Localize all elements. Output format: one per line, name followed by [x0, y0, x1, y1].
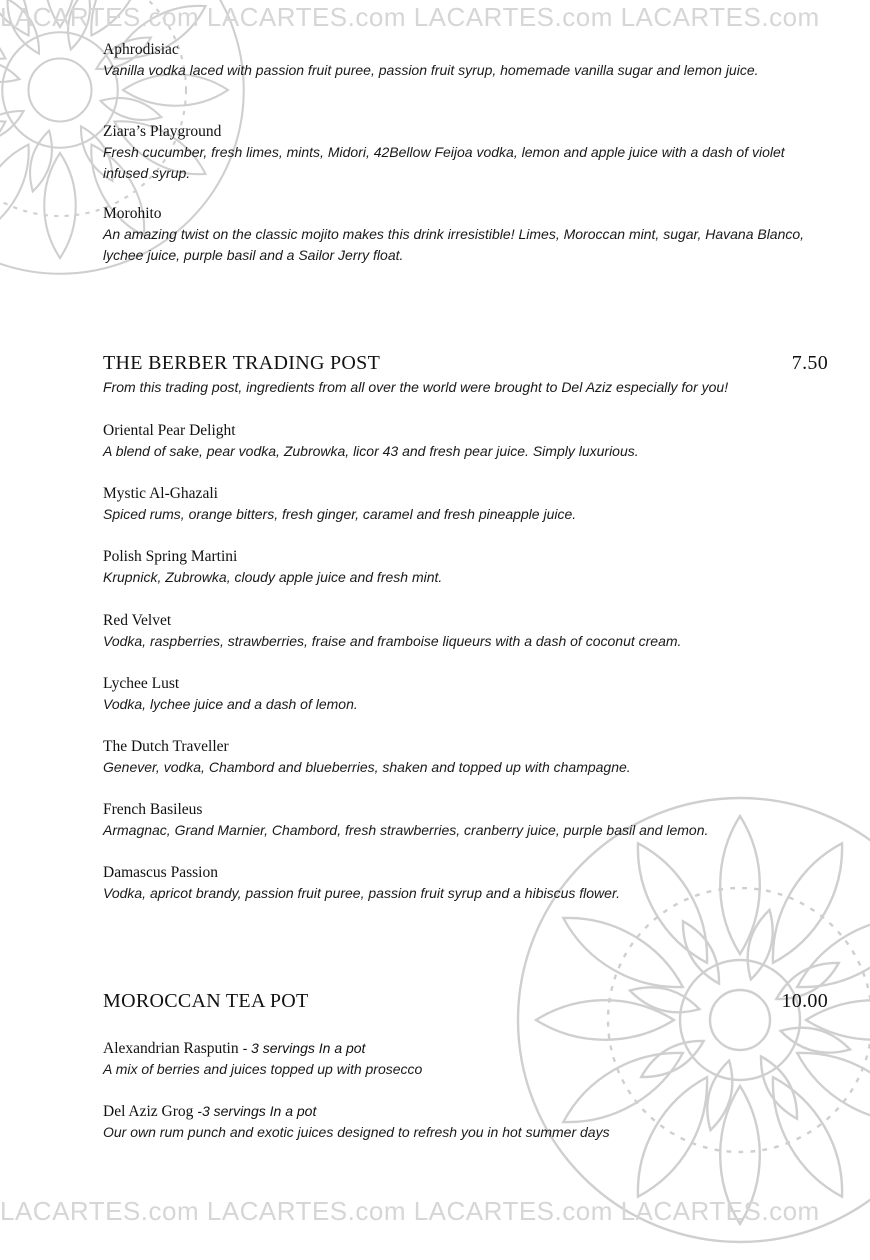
section-heading-teapot: [103, 990, 828, 1013]
item-description: Vanilla vodka laced with passion fruit puree, passion fruit syrup, homemade vanilla sugar and lemon juice.: [103, 62, 759, 78]
item-name: Damascus Passion: [103, 864, 218, 881]
section-title: MOROCCAN TEA POT: [103, 990, 309, 1012]
item-description: Armagnac, Grand Marnier, Chambord, fresh strawberries, cranberry juice, purple basil and lemon.: [103, 822, 709, 838]
item-description: Fresh cucumber, fresh limes, mints, Midori, 42Bellow Feijoa vodka, lemon and apple juice with a dash of violet infused syrup.: [103, 144, 785, 181]
item-name: French Basileus: [103, 801, 203, 818]
menu-item: [103, 547, 833, 588]
item-name: Aphrodisiac: [103, 41, 179, 58]
menu-item: [103, 204, 833, 266]
item-description: Vodka, raspberries, strawberries, fraise and framboise liqueurs with a dash of coconut cream.: [103, 633, 682, 649]
menu-item: [103, 611, 833, 652]
item-description: Our own rum punch and exotic juices designed to refresh you in hot summer days: [103, 1124, 610, 1140]
section-title: THE BERBER TRADING POST: [103, 352, 381, 374]
menu-item: [103, 674, 833, 715]
mandala-ornament-bottom-right: [500, 780, 870, 1260]
menu-item: [103, 40, 833, 81]
item-serving-note: -3 servings In a pot: [193, 1103, 317, 1119]
item-description: A blend of sake, pear vodka, Zubrowka, licor 43 and fresh pear juice. Simply luxurious.: [103, 443, 639, 459]
item-name: Polish Spring Martini: [103, 548, 238, 565]
menu-item: [103, 421, 833, 462]
item-description: A mix of berries and juices topped up with prosecco: [103, 1061, 423, 1077]
section-price: 10.00: [781, 990, 828, 1012]
section-subtitle: From this trading post, ingredients from all over the world were brought to Del Aziz especially for you!: [103, 379, 729, 395]
item-description: An amazing twist on the classic mojito makes this drink irresistible! Limes, Moroccan mint, sugar, Havana Blanco, lychee juice, purple basil and a Sailor Jerry float.: [103, 226, 805, 263]
item-description: Vodka, lychee juice and a dash of lemon.: [103, 696, 358, 712]
menu-item: [103, 737, 833, 778]
item-name: Oriental Pear Delight: [103, 422, 236, 439]
item-description: Spiced rums, orange bitters, fresh ginger, caramel and fresh pineapple juice.: [103, 506, 577, 522]
section-price: 7.50: [791, 352, 828, 374]
menu-item: [103, 800, 833, 841]
item-serving-note: - 3 servings In a pot: [238, 1040, 366, 1056]
watermark-bottom: LACARTES.com LACARTES.com LACARTES.com LACARTES.com: [0, 1196, 820, 1226]
item-name-row: [103, 1101, 833, 1122]
item-name: Ziara’s Playground: [103, 123, 222, 140]
item-description: Genever, vodka, Chambord and blueberries, shaken and topped up with champagne.: [103, 759, 631, 775]
menu-item: [103, 484, 833, 525]
item-name: Red Velvet: [103, 612, 172, 629]
item-name: Morohito: [103, 205, 162, 222]
item-name: Del Aziz Grog: [103, 1103, 194, 1120]
menu-item: [103, 122, 833, 184]
item-name: Lychee Lust: [103, 675, 180, 692]
item-name-row: [103, 1038, 833, 1059]
section-heading-berber: [103, 352, 828, 375]
item-name: Mystic Al-Ghazali: [103, 485, 218, 502]
item-description: Vodka, apricot brandy, passion fruit puree, passion fruit syrup and a hibiscus flower.: [103, 885, 620, 901]
menu-item: [103, 1101, 833, 1143]
item-name: Alexandrian Rasputin: [103, 1040, 239, 1057]
menu-item: [103, 863, 833, 904]
item-description: Krupnick, Zubrowka, cloudy apple juice and fresh mint.: [103, 569, 443, 585]
menu-item: [103, 1038, 833, 1080]
watermark-top: LACARTES.com LACARTES.com LACARTES.com LACARTES.com: [0, 2, 820, 32]
item-name: The Dutch Traveller: [103, 738, 229, 755]
